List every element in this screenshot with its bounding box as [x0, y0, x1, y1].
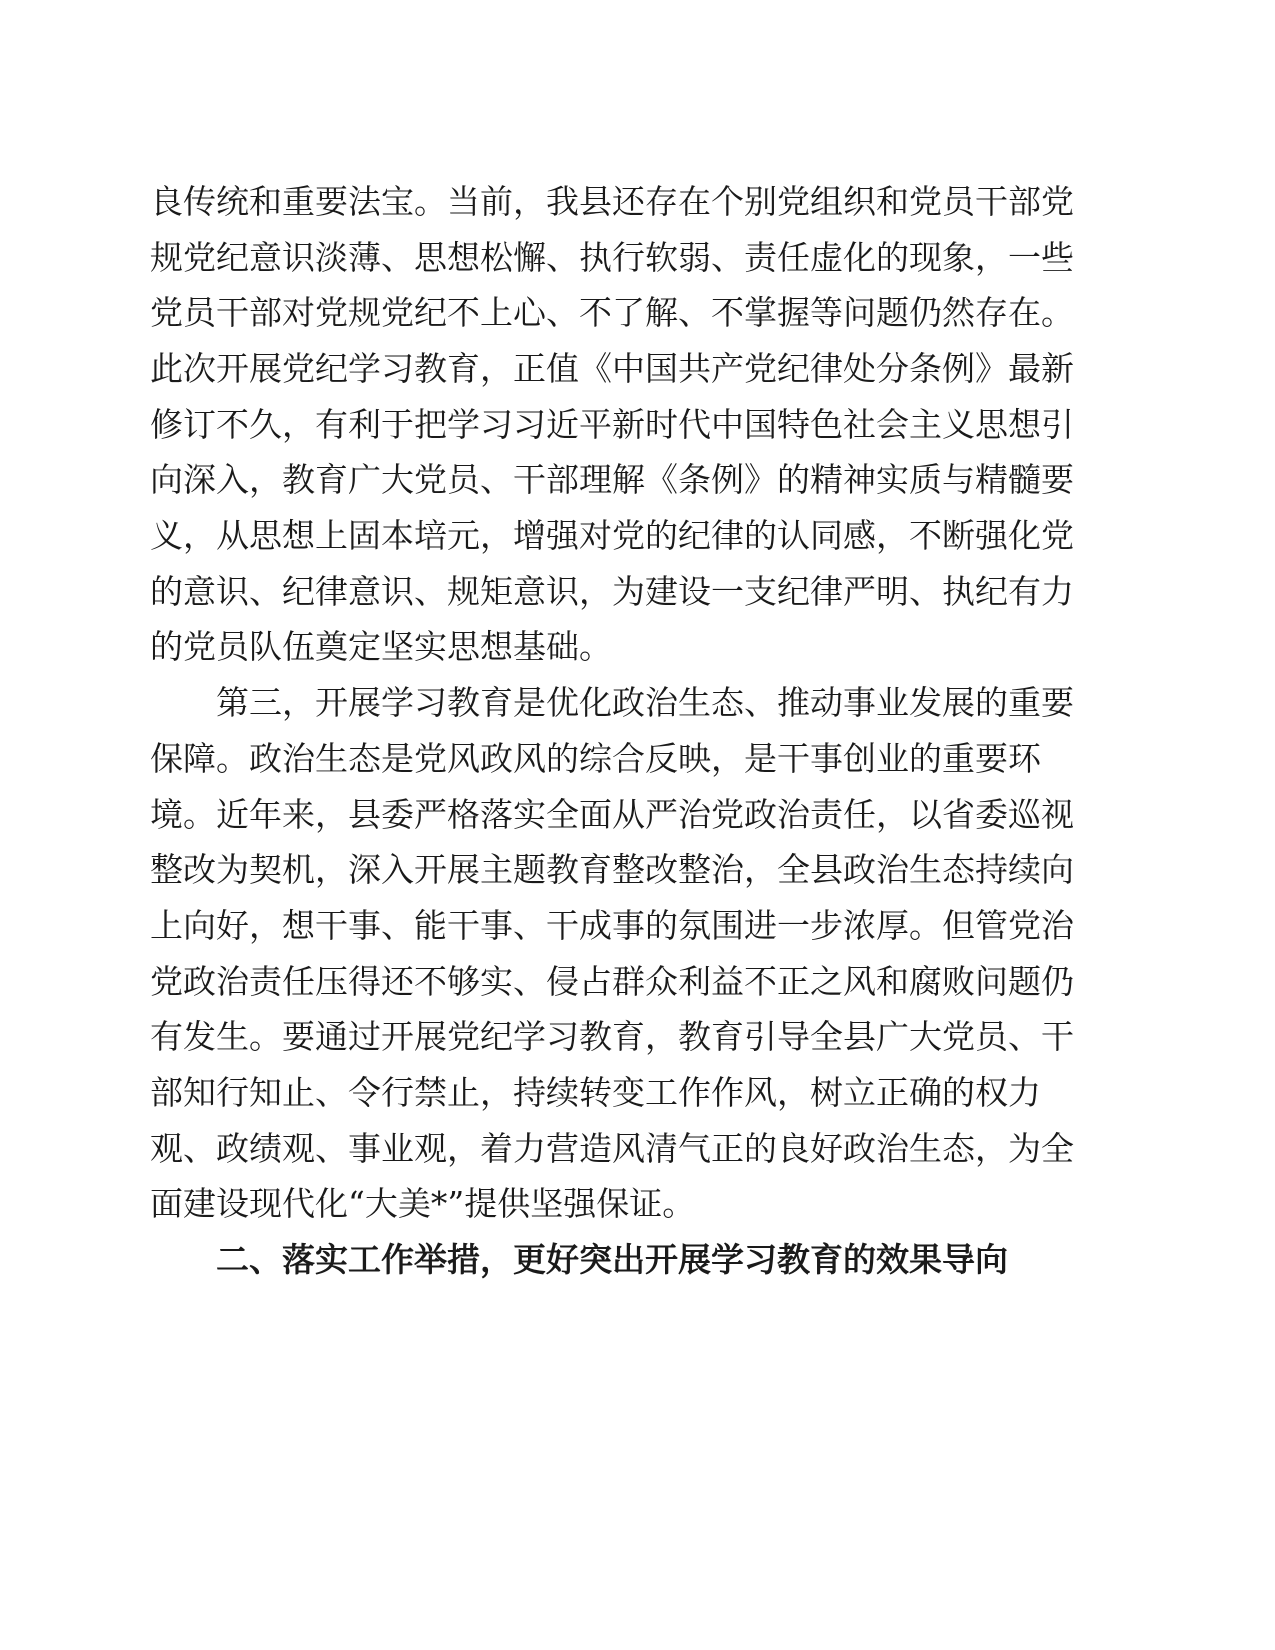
paragraph-line: 党员干部对党规党纪不上心、不了解、不掌握等问题仍然存在。 — [150, 293, 1074, 332]
section-heading: 二、落实工作举措，更好突出开展学习教育的效果导向 — [216, 1240, 1008, 1279]
paragraph-line: 面建设现代化“大美*”提供坚强保证。 — [150, 1184, 696, 1223]
paragraph-line: 向深入，教育广大党员、干部理解《条例》的精神实质与精髓要 — [150, 460, 1074, 499]
paragraph-line: 上向好，想干事、能干事、干成事的氛围进一步浓厚。但管党治 — [150, 906, 1074, 945]
paragraph-line: 整改为契机，深入开展主题教育整改整治，全县政治生态持续向 — [150, 850, 1074, 889]
paragraph-line: 义，从思想上固本培元，增强对党的纪律的认同感，不断强化党 — [150, 516, 1074, 555]
paragraph-line: 良传统和重要法宝。当前，我县还存在个别党组织和党员干部党 — [150, 182, 1074, 221]
paragraph-line: 第三，开展学习教育是优化政治生态、推动事业发展的重要 — [216, 683, 1074, 722]
paragraph-line: 的党员队伍奠定坚实思想基础。 — [150, 627, 612, 666]
paragraph-line: 修订不久，有利于把学习习近平新时代中国特色社会主义思想引 — [150, 405, 1074, 444]
paragraph-line: 此次开展党纪学习教育，正值《中国共产党纪律处分条例》最新 — [150, 349, 1074, 388]
paragraph-line: 有发生。要通过开展党纪学习教育，教育引导全县广大党员、干 — [150, 1017, 1074, 1056]
paragraph-line: 部知行知止、令行禁止，持续转变工作作风，树立正确的权力 — [150, 1073, 1041, 1112]
paragraph-line: 境。近年来，县委严格落实全面从严治党政治责任，以省委巡视 — [150, 795, 1074, 834]
paragraph-line: 党政治责任压得还不够实、侵占群众利益不正之风和腐败问题仍 — [150, 962, 1074, 1001]
paragraph-line: 保障。政治生态是党风政风的综合反映，是干事创业的重要环 — [150, 739, 1041, 778]
paragraph-line: 规党纪意识淡薄、思想松懈、执行软弱、责任虚化的现象，一些 — [150, 238, 1074, 277]
paragraph-line: 的意识、纪律意识、规矩意识，为建设一支纪律严明、执纪有力 — [150, 572, 1074, 611]
paragraph-line: 观、政绩观、事业观，着力营造风清气正的良好政治生态，为全 — [150, 1129, 1074, 1168]
